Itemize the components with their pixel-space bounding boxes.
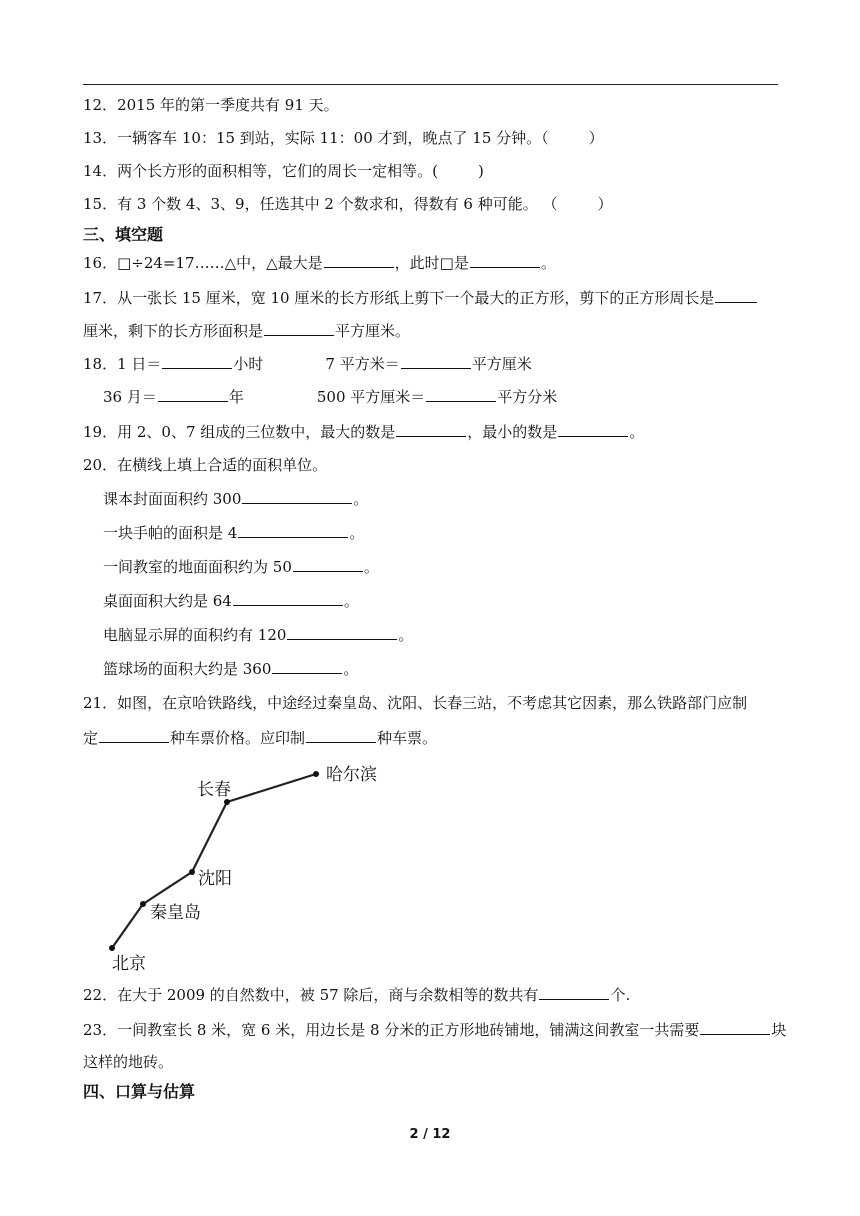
question-16: 16．□÷24=17……△中，△最大是 ，此时□是 。: [83, 254, 556, 272]
question-18-line-1: 18．1 日＝ 小时 7 平方米＝ 平方厘米: [83, 355, 532, 373]
answer-blank[interactable]: [99, 727, 169, 743]
answer-blank[interactable]: [470, 252, 540, 268]
question-14: 14．两个长方形的面积相等，它们的周长一定相等。( ): [83, 162, 484, 180]
answer-blank[interactable]: [293, 556, 363, 572]
question-18-line-2: 36 月＝ 年 500 平方厘米＝ 平方分米: [103, 388, 558, 406]
answer-blank[interactable]: [264, 320, 334, 336]
question-20-item-2: 一块手帕的面积是 4 。: [103, 524, 365, 542]
answer-blank[interactable]: [426, 386, 496, 402]
answer-blank[interactable]: [272, 658, 342, 674]
answer-blank[interactable]: [306, 727, 376, 743]
station-dot-qinhuangdao: [140, 901, 146, 907]
railway-line: [112, 774, 316, 948]
answer-blank[interactable]: [158, 386, 228, 402]
answer-blank[interactable]: [558, 421, 628, 437]
station-label-changchun: 长春: [197, 780, 231, 800]
answer-blank[interactable]: [700, 1019, 770, 1035]
question-21-line-2: 定 种车票价格。应印制 种车票。: [83, 729, 438, 747]
header-rule: [83, 84, 778, 85]
answer-blank[interactable]: [238, 522, 348, 538]
answer-blank[interactable]: [233, 590, 343, 606]
question-22: 22．在大于 2009 的自然数中，被 57 除后，商与余数相等的数共有 个.: [83, 986, 631, 1004]
station-label-harbin: 哈尔滨: [326, 765, 377, 785]
page-number: 2 / 12: [409, 1127, 451, 1142]
question-15: 15．有 3 个数 4、3、9，任选其中 2 个数求和，得数有 6 种可能。 （ ）: [83, 195, 613, 213]
station-dot-harbin: [313, 771, 319, 777]
question-20: 20．在横线上填上合适的面积单位。: [83, 456, 328, 474]
question-17-line-2: 厘米，剩下的长方形面积是 平方厘米。: [83, 322, 411, 340]
question-12: 12．2015 年的第一季度共有 91 天。: [83, 96, 339, 114]
answer-blank[interactable]: [242, 488, 352, 504]
answer-blank[interactable]: [715, 287, 757, 303]
question-17-line-1: 17．从一张长 15 厘米，宽 10 厘米的长方形纸上剪下一个最大的正方形，剪下的正方形周长是: [83, 287, 758, 308]
section-heading-fill-blanks: 三、填空题: [83, 225, 164, 244]
station-dot-shenyang: [189, 869, 195, 875]
question-23-line-1: 23．一间教室长 8 米，宽 6 米，用边长是 8 分米的正方形地砖铺地，铺满这间教室一共需要 块: [83, 1021, 787, 1039]
station-label-beijing: 北京: [112, 954, 146, 974]
answer-blank[interactable]: [396, 421, 466, 437]
station-label-qinhuangdao: 秦皇岛: [150, 903, 201, 923]
answer-blank[interactable]: [162, 353, 232, 369]
answer-blank[interactable]: [287, 624, 397, 640]
railway-map: [100, 758, 410, 978]
answer-blank[interactable]: [539, 984, 609, 1000]
answer-blank[interactable]: [324, 252, 394, 268]
station-dot-beijing: [109, 945, 115, 951]
question-13: 13．一辆客车 10：15 到站，实际 11：00 才到，晚点了 15 分钟。（ ）: [83, 129, 604, 147]
question-23-line-2: 这样的地砖。: [83, 1053, 174, 1071]
question-19: 19．用 2、0、7 组成的三位数中，最大的数是 ，最小的数是 。: [83, 423, 645, 441]
station-label-shenyang: 沈阳: [198, 869, 232, 889]
question-20-item-1: 课本封面面积约 300 。: [103, 490, 369, 508]
question-20-item-5: 电脑显示屏的面积约有 120 。: [103, 626, 414, 644]
question-20-item-6: 篮球场的面积大约是 360 。: [103, 660, 359, 678]
question-20-item-3: 一间教室的地面面积约为 50 。: [103, 558, 379, 576]
section-heading-mental-math: 四、口算与估算: [83, 1082, 196, 1101]
question-20-item-4: 桌面面积大约是 64 。: [103, 592, 359, 610]
question-21-line-1: 21．如图，在京哈铁路线，中途经过秦皇岛、沈阳、长春三站，不考虑其它因素，那么铁路部门应制: [83, 694, 748, 712]
answer-blank[interactable]: [401, 353, 471, 369]
